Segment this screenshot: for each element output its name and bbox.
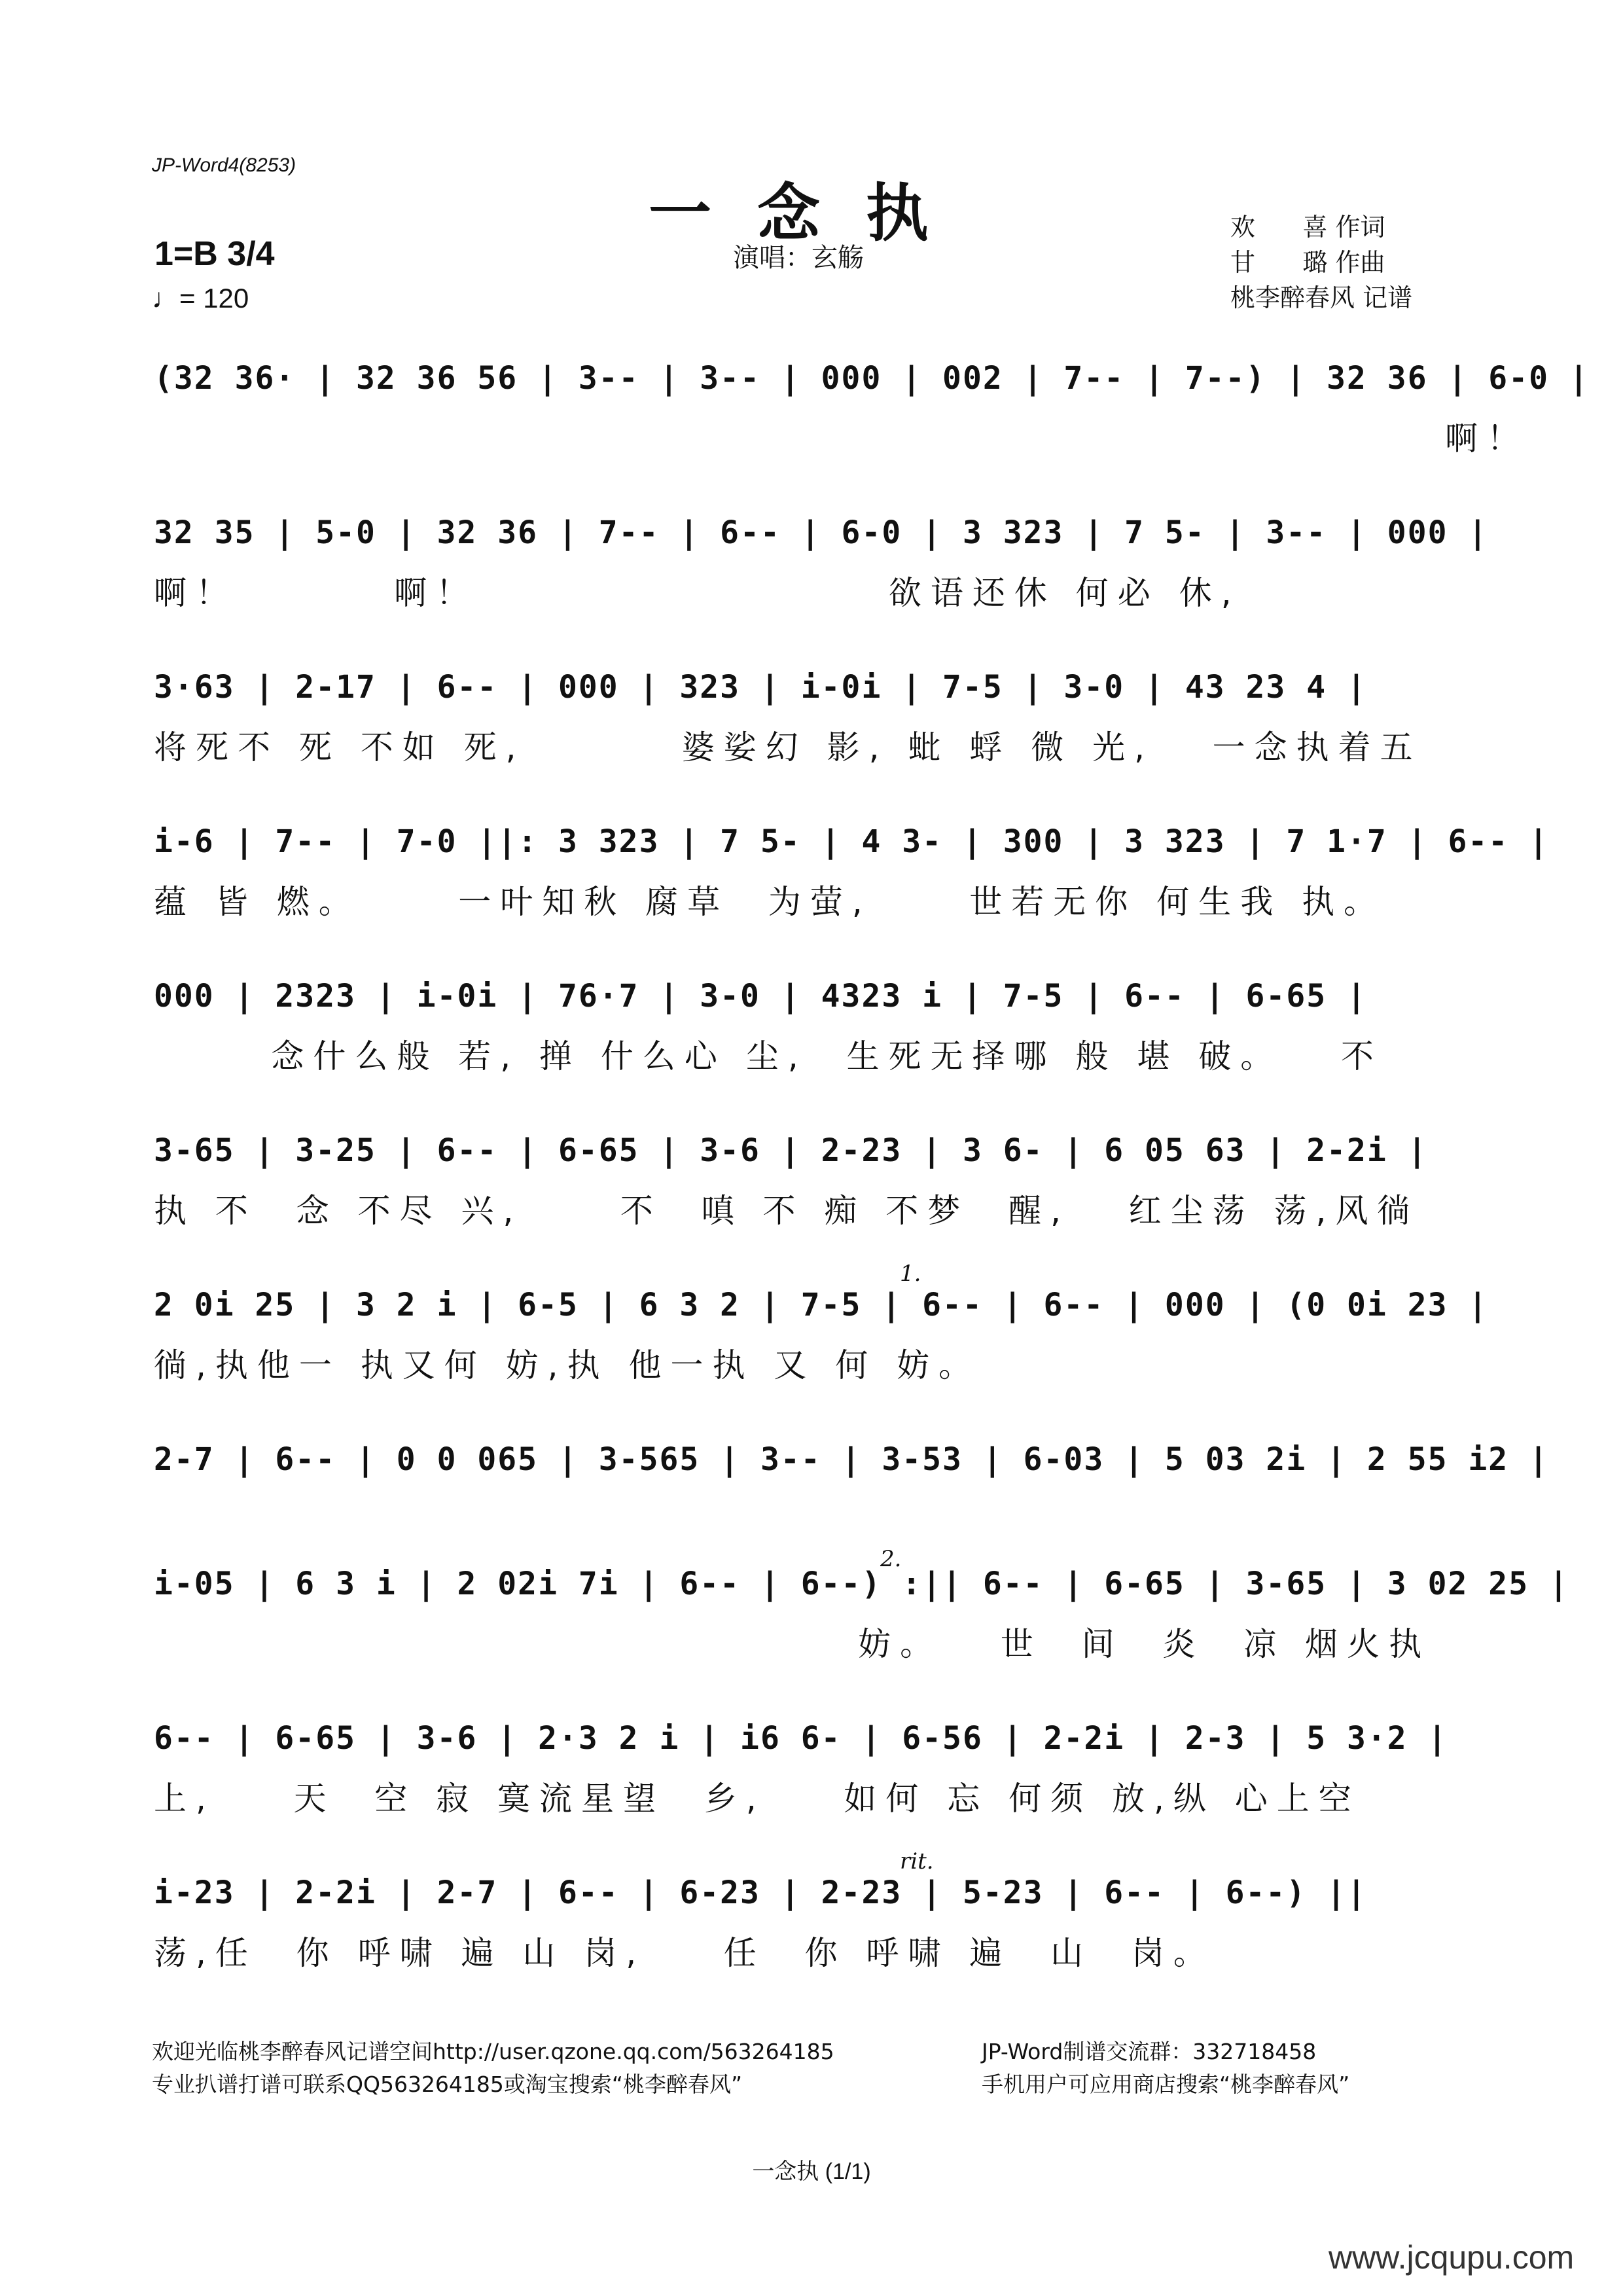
score-line <box>147 340 1590 497</box>
score-line <box>147 649 1476 806</box>
page-number: 一念执 (1/1) <box>752 2159 871 2184</box>
footer-left <box>152 2036 834 2101</box>
score-line <box>147 804 1549 961</box>
tempo-marking: ♩= 120 <box>152 283 249 314</box>
lyricist-credit: 欢 喜 作词 <box>1230 213 1385 242</box>
transcriber-credit: 桃李醉春风 记谱 <box>1230 283 1413 312</box>
lyrics-line: 将死不 死 不如 死, 婆娑幻 影, 蚍 蜉 微 光, 一念执着五 <box>154 728 1422 766</box>
score-line <box>147 1261 1489 1424</box>
credits <box>1230 209 1412 315</box>
lyrics-line: 执 不 念 不尽 兴, 不 嗔 不 痴 不梦 醒, 红尘荡 荡,风徜 <box>154 1192 1419 1230</box>
score-line <box>147 1700 1476 1857</box>
score-line <box>147 958 1476 1115</box>
lyrics-line: 啊！ <box>154 420 1529 457</box>
second-ending-mark: 2. <box>880 1546 902 1572</box>
ritardando-mark: rit. <box>900 1848 934 1874</box>
notes-line: 3-65 | 3-25 | 6-- | 6-65 | 3-6 | 2-23 | 3 6- | 6 05 63 | 2-2i | <box>154 1132 1428 1169</box>
lyrics-line: 啊！ 啊！ 欲语还休 何必 休, <box>154 574 1241 612</box>
footer-app: 手机用户可应用商店搜索“桃李醉春风” <box>982 2072 1350 2097</box>
footer-group: JP-Word制谱交流群：332718458 <box>982 2039 1317 2064</box>
score-line <box>147 1113 1476 1270</box>
notes-line: i-05 | 6 3 i | 2 02i 7i | 6-- | 6--) :|| 6-- | 6-65 | 3-65 | 3 02 25 | <box>154 1566 1569 1602</box>
lyrics-line: 徜,执他一 执又何 妨,执 他一执 又 何 妨。 <box>154 1346 981 1384</box>
watermark: www.jcqupu.com <box>1329 2239 1575 2276</box>
notes-line: i-6 | 7-- | 7-0 ||: 3 323 | 7 5- | 4 3- | 300 | 3 323 | 7 1·7 | 6-- | <box>154 823 1549 860</box>
composer-credit: 甘 璐 作曲 <box>1230 248 1385 277</box>
score-line <box>147 1848 1476 2012</box>
lyrics-line: 荡,任 你 呼啸 遍 山 岗, 任 你 呼啸 遍 山 岗。 <box>154 1934 1215 1972</box>
singer-label: 演唱：玄觞 <box>733 243 864 273</box>
lyrics-line: 念什么般 若, 掸 什么心 尘, 生死无择哪 般 堪 破。 不 <box>154 1037 1383 1075</box>
notes-line: 2 0i 25 | 3 2 i | 6-5 | 6 3 2 | 7-5 | 6-- | 6-- | 000 | (0 0i 23 | <box>154 1287 1489 1323</box>
software-label: JP-Word4(8253) <box>152 154 296 176</box>
footer-contact: 专业扒谱打谱可联系QQ563264185或淘宝搜索“桃李醉春风” <box>152 2072 743 2097</box>
notes-line: 32 35 | 5-0 | 32 36 | 7-- | 6-- | 6-0 | 3 323 | 7 5- | 3-- | 000 | <box>154 514 1489 551</box>
key-signature: 1=B 3/4 <box>154 235 275 273</box>
lyrics-line: 蕴 皆 燃。 一叶知秋 腐草 为萤, 世若无你 何生我 执。 <box>154 883 1386 921</box>
notes-line: 3·63 | 2-17 | 6-- | 000 | 323 | i-0i | 7-5 | 3-0 | 43 23 4 | <box>154 669 1367 706</box>
score-line <box>147 1546 1569 1703</box>
first-ending-mark: 1. <box>900 1261 921 1287</box>
notes-line: 6-- | 6-65 | 3-6 | 2·3 2 i | i6 6- | 6-56 | 2-2i | 2-3 | 5 3·2 | <box>154 1720 1448 1757</box>
footer-right <box>982 2036 1349 2101</box>
notes-line: 000 | 2323 | i-0i | 76·7 | 3-0 | 4323 i | 7-5 | 6-- | 6-65 | <box>154 978 1367 1014</box>
page-title: 一念执 <box>649 176 974 250</box>
notes-line: (32 36· | 32 36 56 | 3-- | 3-- | 000 | 002 | 7-- | 7--) | 32 36 | 6-0 | <box>154 360 1590 397</box>
notes-line: 2-7 | 6-- | 0 0 065 | 3-565 | 3-- | 3-53 | 6-03 | 5 03 2i | 2 55 i2 | <box>154 1441 1549 1478</box>
score-line <box>147 495 1489 652</box>
lyrics-line: 上, 天 空 寂 寞流星望 乡, 如何 忘 何须 放,纵 心上空 <box>154 1780 1361 1818</box>
footer-website[interactable]: 欢迎光临桃李醉春风记谱空间http://user.qzone.qq.com/563264185 <box>152 2039 834 2064</box>
lyrics-line: 妨。 世 间 炎 凉 烟火执 <box>154 1625 1431 1663</box>
notes-line: i-23 | 2-2i | 2-7 | 6-- | 6-23 | 2-23 | 5-23 | 6-- | 6--) || <box>154 1874 1367 1911</box>
